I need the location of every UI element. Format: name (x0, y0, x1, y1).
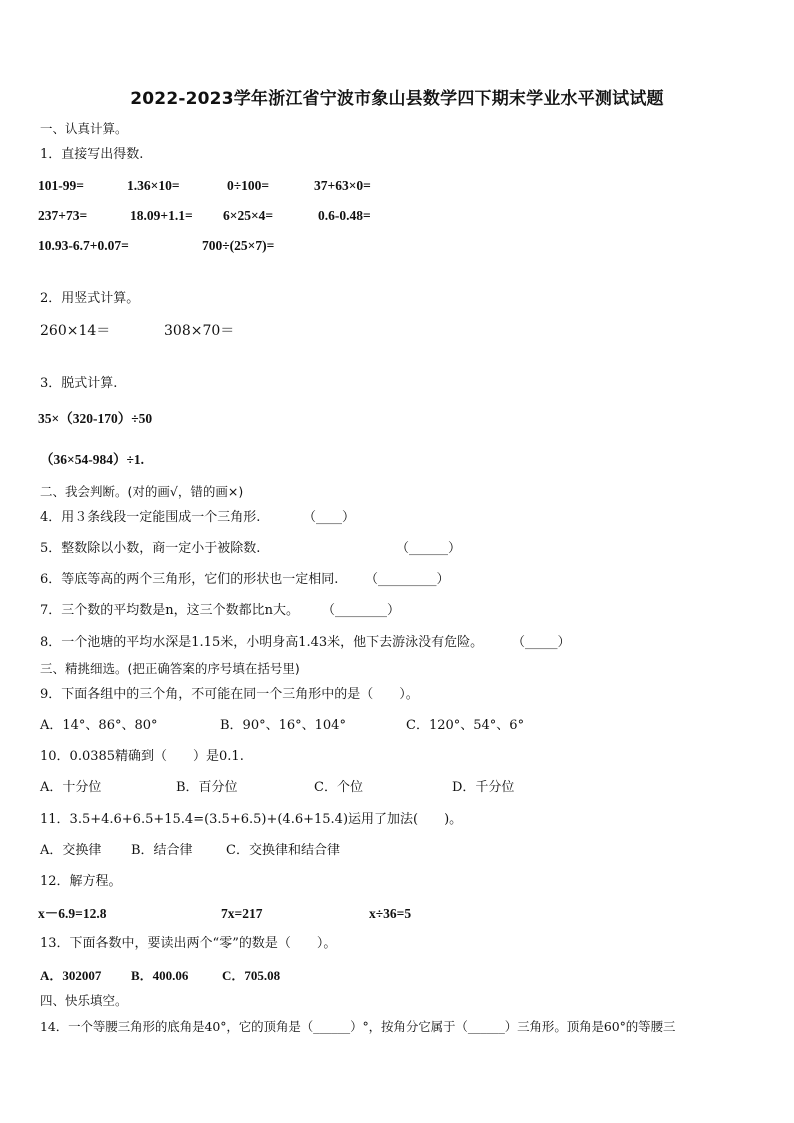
q4-text: 4．用３条线段一定能围成一个三角形. (40, 510, 261, 525)
q10-option-c[interactable]: C．个位 (314, 780, 363, 795)
section-1-heading: 一、认真计算。 (40, 121, 128, 136)
q9-option-b[interactable]: B．90°、16°、104° (220, 718, 346, 733)
section-4-heading: 四、快乐填空。 (40, 993, 128, 1008)
q11-option-a[interactable]: A．交换律 (40, 843, 102, 858)
q1-r1-item: 37+63×0= (314, 178, 371, 193)
q12-equation: x÷36=5 (369, 906, 412, 921)
q12-equation: 7x=217 (221, 906, 263, 921)
q1-r2-item: 237+73= (38, 208, 88, 223)
q9-option-a[interactable]: A．14°、86°、80° (40, 718, 158, 733)
q1-r2-item: 18.09+1.1= (130, 208, 193, 223)
page-title: 2022-2023学年浙江省宁波市象山县数学四下期末学业水平测试试题 (130, 89, 664, 109)
q14-text: 14．一个等腰三角形的底角是40°，它的顶角是（______）°，按角分它属于（______）三角形。顶角是60°的等腰三 (40, 1019, 676, 1034)
q10-option-b[interactable]: B．百分位 (176, 780, 238, 795)
q13-option-b[interactable]: B．400.06 (131, 968, 189, 983)
q11-option-c[interactable]: C．交换律和结合律 (226, 843, 340, 858)
q1-r2-item: 0.6-0.48= (318, 208, 371, 223)
q3-item: （36×54-984）÷1. (40, 452, 144, 467)
q10-option-a[interactable]: A．十分位 (40, 780, 102, 795)
section-3-heading: 三、精挑细选。(把正确答案的序号填在括号里) (40, 661, 300, 676)
q1-r2-item: 6×25×4= (223, 208, 274, 223)
section-2-heading: 二、我会判断。(对的画√，错的画×) (40, 484, 244, 499)
q8-answer-blank[interactable]: （_____） (512, 635, 571, 650)
q13-option-a[interactable]: A．302007 (40, 968, 102, 983)
q10-option-d[interactable]: D．千分位 (452, 780, 515, 795)
q1-r1-item: 1.36×10= (127, 178, 180, 193)
q11-option-b[interactable]: B．结合律 (131, 843, 193, 858)
q1-r1-item: 0÷100= (227, 178, 270, 193)
q5-answer-blank[interactable]: （______） (396, 541, 462, 556)
q6-answer-blank[interactable]: （_________） (365, 572, 450, 587)
q11-stem: 11．3.5+4.6+6.5+15.4=(3.5+6.5)+(4.6+15.4)运用了加法( )。 (40, 812, 463, 827)
q1-r1-item: 101-99= (38, 178, 84, 193)
q9-stem: 9．下面各组中的三个角，不可能在同一个三角形中的是（ ）。 (40, 687, 419, 702)
q2-item: 308×70＝ (164, 323, 235, 339)
q1-r3-item: 10.93-6.7+0.07= (38, 238, 129, 253)
q6-text: 6．等底等高的两个三角形，它们的形状也一定相同. (40, 572, 339, 587)
q4-answer-blank[interactable]: （____） (303, 510, 356, 525)
q3-item: 35×（320-170）÷50 (38, 411, 153, 426)
q10-stem: 10．0.0385精确到（ ）是0.1. (40, 749, 244, 764)
q12-equation: x－6.9=12.8 (38, 906, 107, 921)
q7-text: 7．三个数的平均数是n，这三个数都比n大。 (40, 603, 300, 618)
q1-r3-item: 700÷(25×7)= (202, 238, 275, 253)
q13-stem: 13．下面各数中，要读出两个“零”的数是（ ）。 (40, 936, 337, 951)
q7-answer-blank[interactable]: （________） (322, 603, 401, 618)
q3-stem: 3．脱式计算. (40, 376, 118, 391)
q12-stem: 12．解方程。 (40, 874, 122, 889)
q5-text: 5．整数除以小数，商一定小于被除数. (40, 541, 261, 556)
q9-option-c[interactable]: C．120°、54°、6° (406, 718, 525, 733)
q2-stem: 2．用竖式计算。 (40, 291, 140, 306)
q8-text: 8．一个池塘的平均水深是1.15米，小明身高1.43米，他下去游泳没有危险。 (40, 635, 484, 650)
q13-option-c[interactable]: C．705.08 (222, 968, 281, 983)
q1-stem: 1．直接写出得数. (40, 147, 144, 162)
q2-item: 260×14＝ (40, 323, 111, 339)
